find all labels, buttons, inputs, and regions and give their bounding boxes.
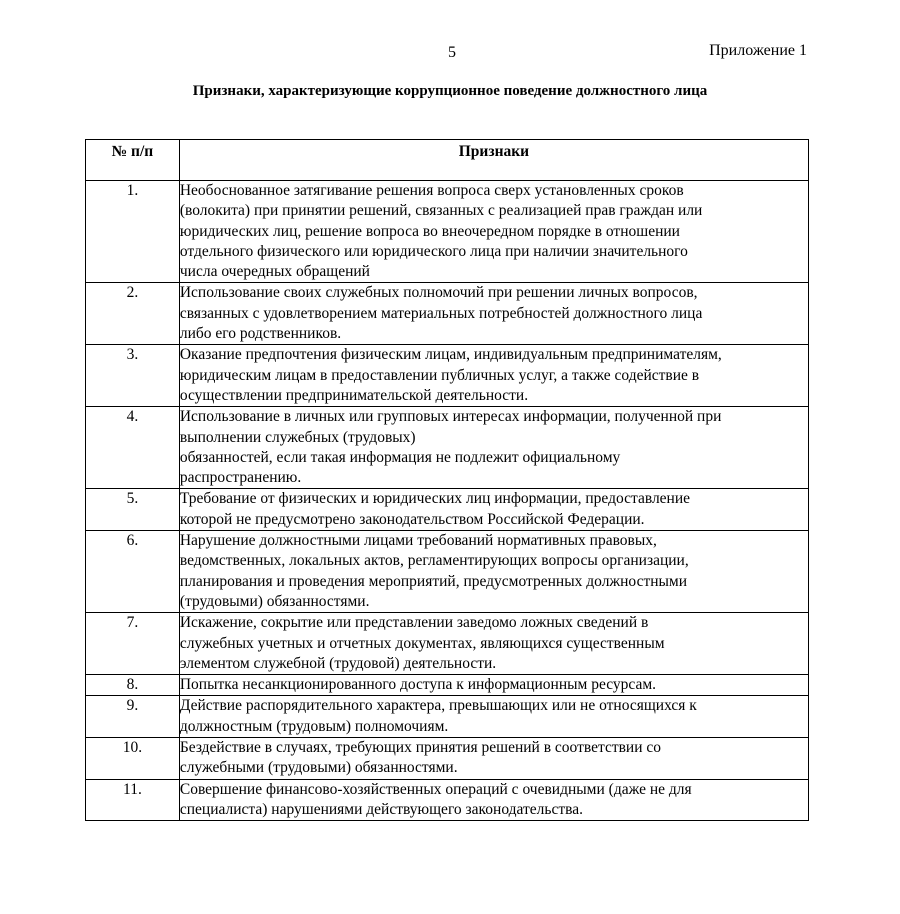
table-row	[86, 675, 809, 696]
row-sign-text	[179, 181, 808, 283]
table-row	[86, 345, 809, 407]
row-number: 4.	[86, 407, 180, 489]
row-sign-text	[179, 283, 808, 345]
row-sign-text	[179, 489, 808, 531]
table-row	[86, 181, 809, 283]
sign-text-line: Совершение финансово-хозяйственных операций с очевидными (даже не для	[179, 780, 692, 798]
table-header-row	[86, 140, 809, 181]
sign-text-line: Требование от физических и юридических лиц информации, предоставление	[179, 490, 691, 508]
sign-text-line: (трудовыми) обязанностями.	[179, 592, 370, 610]
sign-text-line: (волокита) при принятии решений, связанных с реализацией прав граждан или	[179, 202, 703, 220]
sign-text-line: служебными (трудовыми) обязанностями.	[179, 759, 458, 777]
document-title: Признаки, характеризующие коррупционное поведение должностного лица	[192, 83, 708, 99]
row-number: 1.	[86, 181, 180, 283]
sign-text-line: выполнении служебных (трудовых)	[179, 428, 416, 446]
table-row	[86, 531, 809, 613]
table-row	[86, 489, 809, 531]
row-sign-text	[179, 407, 808, 489]
row-number: 3.	[86, 345, 180, 407]
sign-text-line: Действие распорядительного характера, превышающих или не относящихся к	[179, 697, 697, 715]
sign-text-line: элементом служебной (трудовой) деятельности.	[179, 654, 497, 672]
sign-text-line: Оказание предпочтения физическим лицам, индивидуальным предпринимателям,	[179, 346, 722, 364]
sign-text-line: осуществлении предпринимательской деятельности.	[179, 386, 529, 404]
sign-text-line: распространению.	[179, 469, 302, 487]
table-row	[86, 696, 809, 738]
row-number: 9.	[86, 696, 180, 738]
table-row	[86, 613, 809, 675]
sign-text-line: Использование своих служебных полномочий при решении личных вопросов,	[179, 284, 698, 302]
sign-text-line: числа очередных обращений	[179, 263, 370, 281]
sign-text-line: юридических лиц, решение вопроса во внеочередном порядке в отношении	[179, 222, 680, 240]
table-row	[86, 283, 809, 345]
appendix-label: Приложение 1	[709, 42, 807, 59]
row-sign-text	[179, 738, 808, 780]
row-sign-text	[179, 675, 808, 696]
row-number: 11.	[86, 779, 180, 821]
sign-text-line: специалиста) нарушениями действующего законодательства.	[179, 800, 583, 818]
sign-text-line: Нарушение должностными лицами требований нормативных правовых,	[179, 532, 657, 550]
table-body	[86, 181, 809, 821]
row-number: 2.	[86, 283, 180, 345]
sign-text-line: планирования и проведения мероприятий, предусмотренных должностными	[179, 572, 688, 590]
signs-table	[85, 139, 809, 821]
sign-text-line: связанных с удовлетворением материальных потребностей должностного лица	[179, 304, 703, 322]
sign-text-line: Искажение, сокрытие или представлении заведомо ложных сведений в	[179, 614, 649, 632]
sign-text-line: юридическим лицам в предоставлении публичных услуг, а также содействие в	[179, 366, 700, 384]
sign-text-line: Использование в личных или групповых интересах информации, полученной при	[179, 408, 722, 426]
sign-text-line: служебных учетных и отчетных документах, являющихся существенным	[179, 634, 665, 652]
table-row	[86, 779, 809, 821]
column-header-number: № п/п	[86, 140, 180, 181]
table-row	[86, 407, 809, 489]
row-number: 10.	[86, 738, 180, 780]
row-number: 8.	[86, 675, 180, 696]
row-sign-text	[179, 613, 808, 675]
row-number: 7.	[86, 613, 180, 675]
sign-text-line: либо его родственников.	[179, 325, 342, 343]
row-sign-text	[179, 531, 808, 613]
row-sign-text	[179, 779, 808, 821]
row-number: 5.	[86, 489, 180, 531]
column-header-signs: Признаки	[179, 140, 808, 181]
sign-text-line: Необоснованное затягивание решения вопроса сверх установленных сроков	[179, 182, 684, 199]
row-number: 6.	[86, 531, 180, 613]
sign-text-line: Бездействие в случаях, требующих принятия решений в соответствии со	[179, 739, 662, 757]
sign-text-line: ведомственных, локальных актов, регламентирующих вопросы организации,	[179, 552, 689, 570]
table-row	[86, 738, 809, 780]
sign-text-line: отдельного физического или юридического лица при наличии значительного	[179, 242, 688, 260]
sign-text-line: обязанностей, если такая информация не подлежит официальному	[179, 448, 621, 466]
sign-text-line: которой не предусмотрено законодательством Российской Федерации.	[179, 510, 645, 528]
sign-text-line: должностным (трудовым) полномочиям.	[179, 717, 449, 735]
sign-text-line: Попытка несанкционированного доступа к информационным ресурсам.	[179, 676, 657, 694]
row-sign-text	[179, 696, 808, 738]
page-number: 5	[448, 44, 456, 61]
row-sign-text	[179, 345, 808, 407]
